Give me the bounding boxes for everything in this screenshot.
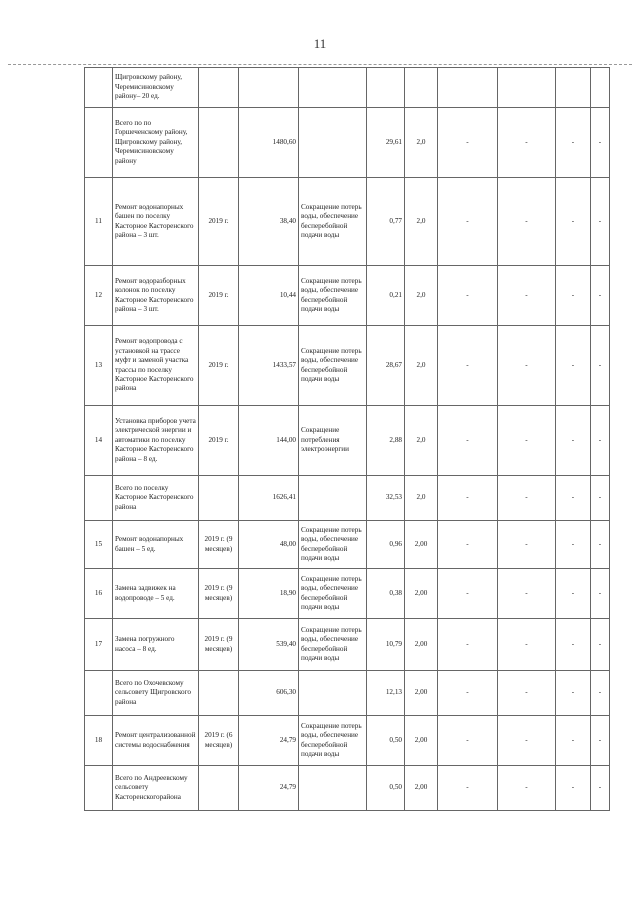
empty-value-4: -: [591, 521, 610, 569]
row-number: 16: [85, 569, 113, 619]
share-value: 10,79: [367, 619, 405, 671]
cost-value: 48,00: [239, 521, 299, 569]
measure-description: Ремонт водоразборных колонок по поселку Касторное Касторенского района – 3 шт.: [113, 266, 199, 326]
empty-value-3: -: [556, 521, 591, 569]
empty-value-4: -: [591, 406, 610, 476]
empty-value-3: -: [556, 326, 591, 406]
empty-value-4: [591, 68, 610, 108]
row-number: 17: [85, 619, 113, 671]
rate-value: 2,00: [405, 766, 438, 811]
cost-value: 539,40: [239, 619, 299, 671]
implementation-period: [199, 476, 239, 521]
row-number: 11: [85, 178, 113, 266]
rate-value: 2,0: [405, 178, 438, 266]
implementation-period: [199, 68, 239, 108]
table-row: [85, 766, 610, 811]
empty-value-4: -: [591, 178, 610, 266]
table-row: [85, 266, 610, 326]
implementation-period: 2019 г.: [199, 406, 239, 476]
share-value: 0,96: [367, 521, 405, 569]
table-row: [85, 68, 610, 108]
rate-value: 2,00: [405, 716, 438, 766]
row-number: 13: [85, 326, 113, 406]
cost-value: 1433,57: [239, 326, 299, 406]
table-row: [85, 716, 610, 766]
page-number: 11: [313, 36, 327, 51]
empty-value-3: -: [556, 619, 591, 671]
empty-value-1: -: [438, 521, 498, 569]
implementation-period: 2019 г. (9 месяцев): [199, 569, 239, 619]
empty-value-1: -: [438, 569, 498, 619]
implementation-period: [199, 766, 239, 811]
empty-value-4: -: [591, 569, 610, 619]
cost-value: [239, 68, 299, 108]
expected-effect: [299, 766, 367, 811]
empty-value-1: -: [438, 476, 498, 521]
share-value: [367, 68, 405, 108]
empty-value-1: [438, 68, 498, 108]
measure-description: Замена погружного насоса – 8 ед.: [113, 619, 199, 671]
empty-value-2: -: [498, 521, 556, 569]
empty-value-2: -: [498, 619, 556, 671]
empty-value-1: -: [438, 619, 498, 671]
share-value: 29,61: [367, 108, 405, 178]
measure-description: Ремонт водопровода с установкой на трассе муфт и заменой участка трассы по поселку Касторное Касторенского района: [113, 326, 199, 406]
implementation-period: 2019 г.: [199, 326, 239, 406]
row-number: [85, 766, 113, 811]
empty-value-3: -: [556, 266, 591, 326]
implementation-period: 2019 г.: [199, 178, 239, 266]
investment-table: [84, 67, 610, 811]
measure-description: Всего по Андреевскому сельсовету Касторенскогорайона: [113, 766, 199, 811]
empty-value-4: -: [591, 476, 610, 521]
empty-value-1: -: [438, 406, 498, 476]
share-value: 32,53: [367, 476, 405, 521]
row-number: [85, 476, 113, 521]
empty-value-3: -: [556, 766, 591, 811]
cost-value: 1480,60: [239, 108, 299, 178]
row-number: [85, 68, 113, 108]
empty-value-4: -: [591, 766, 610, 811]
empty-value-2: -: [498, 266, 556, 326]
implementation-period: 2019 г. (6 месяцев): [199, 716, 239, 766]
rate-value: [405, 68, 438, 108]
empty-value-3: -: [556, 406, 591, 476]
rate-value: 2,00: [405, 619, 438, 671]
expected-effect: Сокращение потерь воды, обеспечение бесперебойной подачи воды: [299, 178, 367, 266]
row-number: [85, 671, 113, 716]
empty-value-1: -: [438, 671, 498, 716]
measure-description: Всего по поселку Касторное Касторенского района: [113, 476, 199, 521]
empty-value-2: -: [498, 671, 556, 716]
empty-value-4: -: [591, 108, 610, 178]
cost-value: 606,30: [239, 671, 299, 716]
implementation-period: 2019 г. (9 месяцев): [199, 521, 239, 569]
measure-description: Установка приборов учета электрической энергии и автоматики по поселку Касторное Касторенского района – 8 ед.: [113, 406, 199, 476]
cost-value: 1626,41: [239, 476, 299, 521]
share-value: 28,67: [367, 326, 405, 406]
cost-value: 24,79: [239, 766, 299, 811]
empty-value-1: -: [438, 178, 498, 266]
measure-description: Щигровскому району, Черемисиновскому району– 20 ед.: [113, 68, 199, 108]
empty-value-3: -: [556, 108, 591, 178]
rate-value: 2,00: [405, 569, 438, 619]
cost-value: 18,90: [239, 569, 299, 619]
table-row: [85, 326, 610, 406]
expected-effect: [299, 671, 367, 716]
empty-value-2: -: [498, 406, 556, 476]
empty-value-3: -: [556, 569, 591, 619]
row-number: 12: [85, 266, 113, 326]
share-value: 0,77: [367, 178, 405, 266]
expected-effect: [299, 476, 367, 521]
share-value: 0,38: [367, 569, 405, 619]
table-row: [85, 619, 610, 671]
measure-description: Замена задвижек на водопроводе – 5 ед.: [113, 569, 199, 619]
share-value: 0,50: [367, 766, 405, 811]
measure-description: Ремонт централизованной системы водоснабжения: [113, 716, 199, 766]
empty-value-2: -: [498, 716, 556, 766]
share-value: 0,21: [367, 266, 405, 326]
empty-value-2: -: [498, 108, 556, 178]
implementation-period: 2019 г. (9 месяцев): [199, 619, 239, 671]
expected-effect: Сокращение потерь воды, обеспечение бесперебойной подачи воды: [299, 266, 367, 326]
cost-value: 38,40: [239, 178, 299, 266]
rate-value: 2,0: [405, 406, 438, 476]
expected-effect: Сокращение потерь воды, обеспечение бесперебойной подачи воды: [299, 619, 367, 671]
row-number: [85, 108, 113, 178]
rate-value: 2,0: [405, 108, 438, 178]
empty-value-1: -: [438, 266, 498, 326]
rate-value: 2,0: [405, 326, 438, 406]
empty-value-4: -: [591, 671, 610, 716]
empty-value-2: [498, 68, 556, 108]
expected-effect: Сокращение потерь воды, обеспечение бесперебойной подачи воды: [299, 716, 367, 766]
cost-value: 10,44: [239, 266, 299, 326]
expected-effect: [299, 68, 367, 108]
implementation-period: [199, 108, 239, 178]
measure-description: Ремонт водонапорных башен – 5 ед.: [113, 521, 199, 569]
empty-value-3: [556, 68, 591, 108]
empty-value-4: -: [591, 716, 610, 766]
empty-value-2: -: [498, 766, 556, 811]
table-row: [85, 108, 610, 178]
table-row: [85, 569, 610, 619]
empty-value-1: -: [438, 108, 498, 178]
table-row: [85, 521, 610, 569]
table-row: [85, 178, 610, 266]
expected-effect: [299, 108, 367, 178]
measure-description: Ремонт водонапорных башен по поселку Касторное Касторенского района – 3 шт.: [113, 178, 199, 266]
measure-description: Всего по Охочевскому сельсовету Щигровского района: [113, 671, 199, 716]
rate-value: 2,00: [405, 671, 438, 716]
table-row: [85, 476, 610, 521]
empty-value-3: -: [556, 178, 591, 266]
empty-value-4: -: [591, 326, 610, 406]
top-rule: [8, 64, 632, 65]
table-row: [85, 671, 610, 716]
empty-value-4: -: [591, 266, 610, 326]
cost-value: 24,79: [239, 716, 299, 766]
empty-value-1: -: [438, 716, 498, 766]
measure-description: Всего по по Горшеченскому району, Щигровскому району, Черемисиновскому району: [113, 108, 199, 178]
row-number: 14: [85, 406, 113, 476]
share-value: 2,88: [367, 406, 405, 476]
empty-value-2: -: [498, 178, 556, 266]
expected-effect: Сокращение потребления электроэнергии: [299, 406, 367, 476]
share-value: 0,50: [367, 716, 405, 766]
rate-value: 2,0: [405, 266, 438, 326]
table-row: [85, 406, 610, 476]
expected-effect: Сокращение потерь воды, обеспечение бесперебойной подачи воды: [299, 569, 367, 619]
expected-effect: Сокращение потерь воды, обеспечение бесперебойной подачи воды: [299, 521, 367, 569]
share-value: 12,13: [367, 671, 405, 716]
row-number: 15: [85, 521, 113, 569]
rate-value: 2,00: [405, 521, 438, 569]
empty-value-1: -: [438, 326, 498, 406]
implementation-period: [199, 671, 239, 716]
expected-effect: Сокращение потерь воды, обеспечение бесперебойной подачи воды: [299, 326, 367, 406]
empty-value-2: -: [498, 476, 556, 521]
empty-value-1: -: [438, 766, 498, 811]
implementation-period: 2019 г.: [199, 266, 239, 326]
rate-value: 2,0: [405, 476, 438, 521]
empty-value-3: -: [556, 671, 591, 716]
empty-value-3: -: [556, 476, 591, 521]
cost-value: 144,00: [239, 406, 299, 476]
empty-value-4: -: [591, 619, 610, 671]
empty-value-2: -: [498, 569, 556, 619]
empty-value-3: -: [556, 716, 591, 766]
row-number: 18: [85, 716, 113, 766]
empty-value-2: -: [498, 326, 556, 406]
